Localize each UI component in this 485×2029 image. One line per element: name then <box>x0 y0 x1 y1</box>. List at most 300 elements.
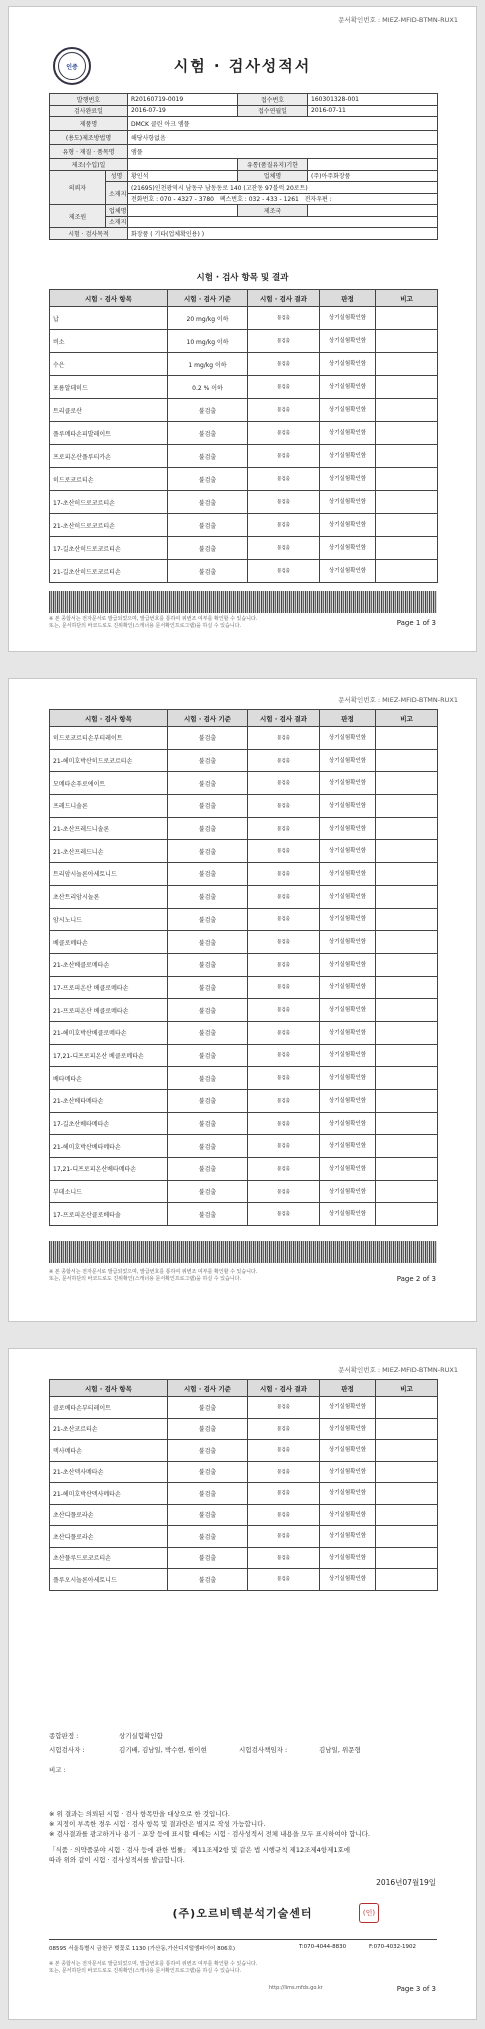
remark-cell <box>376 307 438 330</box>
item-cell: 암시노니드 <box>50 908 168 931</box>
result-cell: 불검출 <box>248 727 320 750</box>
receipt-date: 2016-07-11 <box>308 105 438 117</box>
notes <box>49 1809 449 1865</box>
result-cell: 불검출 <box>248 1569 320 1591</box>
judgement-cell: 상기실험확인함 <box>320 422 376 445</box>
result-cell: 불검출 <box>248 840 320 863</box>
result-cell: 불검출 <box>248 307 320 330</box>
done-date: 2016-07-19 <box>128 105 238 117</box>
judgement-cell: 상기실험확인함 <box>320 1090 376 1113</box>
receipt-no: 160301328-001 <box>308 94 438 106</box>
item-cell: 초산트리암시놀론 <box>50 885 168 908</box>
footer-note <box>49 616 257 630</box>
judgement-cell: 상기실험확인함 <box>320 976 376 999</box>
judgement-cell: 상기실험확인함 <box>320 468 376 491</box>
barcode <box>49 591 437 613</box>
judgement-cell: 상기실험확인함 <box>320 514 376 537</box>
result-cell: 불검출 <box>248 1526 320 1548</box>
requester-name: 황인석 <box>128 170 238 182</box>
table-row <box>50 330 438 353</box>
remark-cell <box>376 537 438 560</box>
item-cell: 21-초산덱사메타손 <box>50 1461 168 1483</box>
item-cell: 21-초산프레드니손 <box>50 840 168 863</box>
table-row <box>50 1504 438 1526</box>
table-row <box>50 560 438 583</box>
judgement-cell: 상기실험확인함 <box>320 817 376 840</box>
testers: 김기배, 김남일, 박수현, 원이현 <box>119 1746 207 1754</box>
result-cell: 불검출 <box>248 353 320 376</box>
judgement-cell: 상기실험확인함 <box>320 1067 376 1090</box>
table-row <box>50 422 438 445</box>
expiry-label: 유통(품질유지)기한 <box>238 159 308 171</box>
standard-cell: 불검출 <box>168 1180 248 1203</box>
remark-cell <box>376 976 438 999</box>
email-label: 전자우편 : <box>304 196 332 204</box>
table-header-row <box>50 1380 438 1397</box>
table-header-row <box>50 290 438 307</box>
result-cell: 불검출 <box>248 1044 320 1067</box>
standard-cell: 불검출 <box>168 1090 248 1113</box>
remark-cell <box>376 422 438 445</box>
remark-cell <box>376 1569 438 1591</box>
result-cell: 불검출 <box>248 1461 320 1483</box>
column-header: 시험 · 검사 기준 <box>168 290 248 307</box>
result-cell: 불검출 <box>248 795 320 818</box>
table-row <box>50 1526 438 1548</box>
remark-cell <box>376 1547 438 1569</box>
result-cell: 불검출 <box>248 1021 320 1044</box>
table-row <box>50 1067 438 1090</box>
item-cell: 프레드니솔론 <box>50 795 168 818</box>
table-row <box>50 953 438 976</box>
standard-cell: 불검출 <box>168 491 248 514</box>
table-row <box>50 931 438 954</box>
column-header: 시험 · 검사 기준 <box>168 1380 248 1397</box>
item-cell: 클로베타손부티레이트 <box>50 1397 168 1419</box>
footer-note-line-2: 또는, 문서하단의 바코드로도 진위확인(스캐너용 문서확인프로그램)을 하실 수 있습니다. <box>49 1968 242 1974</box>
result-cell: 불검출 <box>248 1180 320 1203</box>
remark-cell <box>376 840 438 863</box>
standard-cell: 1 mg/kg 이하 <box>168 353 248 376</box>
judgement-cell: 상기실험확인함 <box>320 1483 376 1505</box>
seal-icon: (인) <box>359 1903 379 1923</box>
standard-cell: 불검출 <box>168 1440 248 1462</box>
type-value: 앰플 <box>128 145 438 159</box>
result-cell: 불검출 <box>248 1547 320 1569</box>
doc-number: 문서확인번호 : MIEZ-MFID-BTMN-RUX1 <box>338 16 458 24</box>
table-row <box>50 817 438 840</box>
issue-date: 2016년07월19일 <box>376 1878 436 1887</box>
table-row <box>50 772 438 795</box>
table-row <box>50 749 438 772</box>
standard-cell: 불검출 <box>168 1158 248 1181</box>
table-row <box>50 537 438 560</box>
footer-note-line-2: 또는, 문서하단의 바코드로도 진위확인(스캐너용 문서확인프로그램)을 하실 수 있습니다. <box>49 1276 242 1282</box>
standard-cell: 불검출 <box>168 399 248 422</box>
table-row <box>50 491 438 514</box>
judgement-cell: 상기실험확인함 <box>320 445 376 468</box>
column-header: 비고 <box>376 710 438 727</box>
standard-cell: 불검출 <box>168 1044 248 1067</box>
column-header: 판정 <box>320 290 376 307</box>
footer-note <box>49 1961 257 1975</box>
column-header: 시험 · 검사 항목 <box>50 290 168 307</box>
judgement-cell: 상기실험확인함 <box>320 560 376 583</box>
table-row <box>50 999 438 1022</box>
item-cell: 트리암시놀론아세토니드 <box>50 863 168 886</box>
standard-cell: 불검출 <box>168 537 248 560</box>
standard-cell: 불검출 <box>168 1461 248 1483</box>
standard-cell: 불검출 <box>168 749 248 772</box>
judgement-cell: 상기실험확인함 <box>320 1203 376 1226</box>
result-cell: 불검출 <box>248 1203 320 1226</box>
standard-cell: 불검출 <box>168 840 248 863</box>
footer-address: 08595 서울특별시 금천구 벚꽃로 1130 (가산동,가산디지털엠파이어 806호) <box>49 1946 236 1952</box>
judgement-cell: 상기실험확인함 <box>320 749 376 772</box>
remark-cell <box>376 1112 438 1135</box>
judgement-cell: 상기실험확인함 <box>320 1504 376 1526</box>
remark-cell <box>376 468 438 491</box>
remark-cell <box>376 1135 438 1158</box>
judgement-cell: 상기실험확인함 <box>320 399 376 422</box>
footer-fax: F:070-4032-1902 <box>369 1944 417 1950</box>
result-cell: 불검출 <box>248 491 320 514</box>
table-row <box>50 514 438 537</box>
item-cell: 초산디플로라손 <box>50 1504 168 1526</box>
address-label: 소재지 <box>106 182 128 205</box>
receipt-date-label: 접수연월일 <box>238 105 308 117</box>
standard-cell: 불검출 <box>168 1547 248 1569</box>
results-table-page-2 <box>49 709 438 1226</box>
table-row <box>50 1203 438 1226</box>
item-cell: 17,21-디프로피온산베타메타손 <box>50 1158 168 1181</box>
type-label: 유형 · 재질 · 품목명 <box>50 145 128 159</box>
table-row <box>50 1461 438 1483</box>
judgement-cell: 상기실험확인함 <box>320 1397 376 1419</box>
manufacturer-label: 제조원 <box>50 205 106 228</box>
item-cell: 17-초산히드로코르티손 <box>50 491 168 514</box>
item-cell: 21-프로피온산 베클로메타손 <box>50 999 168 1022</box>
result-cell: 불검출 <box>248 376 320 399</box>
standard-cell: 불검출 <box>168 1021 248 1044</box>
remark-cell <box>376 491 438 514</box>
standard-cell: 불검출 <box>168 931 248 954</box>
results-table-page-1 <box>49 289 438 583</box>
item-cell: 초산플루드로코르티손 <box>50 1547 168 1569</box>
judgement-cell: 상기실험확인함 <box>320 1569 376 1591</box>
judgement-cell: 상기실험확인함 <box>320 885 376 908</box>
info-table <box>49 93 438 240</box>
table-row <box>50 885 438 908</box>
judgement-cell: 상기실험확인함 <box>320 931 376 954</box>
result-cell: 불검출 <box>248 1418 320 1440</box>
item-cell: 포름알데히드 <box>50 376 168 399</box>
judgement-cell: 상기실험확인함 <box>320 1461 376 1483</box>
standard-cell: 20 mg/kg 이하 <box>168 307 248 330</box>
standard-cell: 불검출 <box>168 1203 248 1226</box>
result-cell: 불검출 <box>248 445 320 468</box>
judgement-cell: 상기실험확인함 <box>320 1547 376 1569</box>
judgement-cell: 상기실험확인함 <box>320 1021 376 1044</box>
table-row <box>50 1090 438 1113</box>
standard-cell: 불검출 <box>168 795 248 818</box>
table-row <box>50 307 438 330</box>
remark-cell <box>376 1067 438 1090</box>
result-cell: 불검출 <box>248 1483 320 1505</box>
item-cell: 21-초산베클로메타손 <box>50 953 168 976</box>
m-no-label: 제조국 <box>238 205 308 217</box>
result-cell: 불검출 <box>248 330 320 353</box>
item-cell: 17-길초산베타메타손 <box>50 1112 168 1135</box>
item-cell: 21-헤미호박산덱사메타손 <box>50 1483 168 1505</box>
item-cell: 21-초산프레드니솔론 <box>50 817 168 840</box>
column-header: 시험 · 검사 결과 <box>248 290 320 307</box>
phone: 전화번호 : 070 - 4327 - 3780 <box>131 196 214 204</box>
remark-cell <box>376 1044 438 1067</box>
standard-cell: 불검출 <box>168 1418 248 1440</box>
item-cell: 히드로코르티손부티레이트 <box>50 727 168 750</box>
result-cell: 불검출 <box>248 1067 320 1090</box>
standard-cell: 불검출 <box>168 445 248 468</box>
organization-name: (주)오르비텍분석기술센터 <box>172 1907 313 1920</box>
column-header: 판정 <box>320 710 376 727</box>
remark-cell <box>376 817 438 840</box>
table-row <box>50 399 438 422</box>
result-cell: 불검출 <box>248 749 320 772</box>
item-cell: 17,21-디프로피온산 베클로메타손 <box>50 1044 168 1067</box>
doc-number: 문서확인번호 : MIEZ-MFID-BTMN-RUX1 <box>338 1366 458 1374</box>
remark-cell <box>376 931 438 954</box>
remark-cell <box>376 1158 438 1181</box>
column-header: 시험 · 검사 기준 <box>168 710 248 727</box>
m-address <box>128 216 438 228</box>
remark-cell <box>376 1021 438 1044</box>
standard-cell: 불검출 <box>168 817 248 840</box>
stamp-text: 인증 <box>58 52 86 80</box>
item-cell: 21-초산코르티손 <box>50 1418 168 1440</box>
table-row <box>50 908 438 931</box>
remark-cell <box>376 772 438 795</box>
remark-cell <box>376 953 438 976</box>
judgement-cell: 상기실험확인함 <box>320 795 376 818</box>
item-cell: 21-초산베타메타손 <box>50 1090 168 1113</box>
overall-label: 종합판정 : <box>49 1732 79 1740</box>
result-cell: 불검출 <box>248 772 320 795</box>
remark-cell <box>376 399 438 422</box>
column-header: 비고 <box>376 1380 438 1397</box>
footer-note-line-2: 또는, 문서하단의 바코드로도 진위확인(스캐너용 문서확인프로그램)을 하실 수 있습니다. <box>49 623 242 629</box>
issue-no-label: 발행번호 <box>50 94 128 106</box>
m-address-label: 소재지 <box>106 216 128 228</box>
doc-number: 문서확인번호 : MIEZ-MFID-BTMN-RUX1 <box>338 696 458 704</box>
table-row <box>50 1418 438 1440</box>
footer-tel: T:070-4044-8830 <box>299 1944 347 1950</box>
result-cell: 불검출 <box>248 817 320 840</box>
remark-cell <box>376 1526 438 1548</box>
item-cell: 17-프로피온산클로베타솔 <box>50 1203 168 1226</box>
fax: 팩스번호 : 032 - 433 - 1261 <box>219 196 299 204</box>
page-label: Page 2 of 3 <box>396 1275 436 1283</box>
footer-note-line-1: ※ 본 종합서는 전자문서로 발급되었으며, 발급번호를 통하여 위변조 여부를 확인할 수 있습니다. <box>49 616 258 622</box>
judgement-cell: 상기실험확인함 <box>320 863 376 886</box>
standard-cell: 0.2 % 이하 <box>168 376 248 399</box>
expiry <box>308 159 438 171</box>
result-cell: 불검출 <box>248 537 320 560</box>
standard-cell: 불검출 <box>168 1135 248 1158</box>
table-row <box>50 1397 438 1419</box>
result-cell: 불검출 <box>248 1112 320 1135</box>
item-cell: 플루메타손피발레이트 <box>50 422 168 445</box>
judgement-cell: 상기실험확인함 <box>320 1044 376 1067</box>
remark-cell <box>376 1180 438 1203</box>
barcode <box>49 1241 437 1263</box>
results-table-page-3 <box>49 1379 438 1591</box>
result-cell: 불검출 <box>248 1090 320 1113</box>
result-cell: 불검출 <box>248 1158 320 1181</box>
standard-cell: 불검출 <box>168 908 248 931</box>
m-no <box>308 205 438 217</box>
item-cell: 수은 <box>50 353 168 376</box>
note-4: 「식품 · 의약품분야 시험 · 검사 등에 관한 법률」 제11조제2항 및 같은 법 시행규칙 제12조제4항제1호에 <box>49 1846 351 1854</box>
remark-cell <box>376 1483 438 1505</box>
item-cell: 21-헤미호박산베타메타손 <box>50 1135 168 1158</box>
company-name: (주)아주화장품 <box>308 170 438 182</box>
note-1: ※ 위 결과는 의뢰된 시험 · 검사 항목만을 대상으로 한 것입니다. <box>49 1810 230 1818</box>
judgement-cell: 상기실험확인함 <box>320 353 376 376</box>
result-cell: 불검출 <box>248 1135 320 1158</box>
issue-no: R20160719-0019 <box>128 94 238 106</box>
column-header: 비고 <box>376 290 438 307</box>
judgement-cell: 상기실험확인함 <box>320 491 376 514</box>
result-cell: 불검출 <box>248 399 320 422</box>
company-label: 업체명 <box>238 170 308 182</box>
table-row <box>50 727 438 750</box>
standard-cell: 불검출 <box>168 1483 248 1505</box>
remark-cell <box>376 1203 438 1226</box>
tester-label: 시험검사자 : <box>49 1746 85 1754</box>
judgement-cell: 상기실험확인함 <box>320 1135 376 1158</box>
remark-cell <box>376 330 438 353</box>
result-cell: 불검출 <box>248 560 320 583</box>
sample-label: (용도)제조방법명 <box>50 131 128 145</box>
maker-date-label: 제조(수입)일 <box>50 159 128 171</box>
item-cell: 17-프로피온산 베클로메타손 <box>50 976 168 999</box>
standard-cell: 불검출 <box>168 953 248 976</box>
result-cell: 불검출 <box>248 468 320 491</box>
column-header: 판정 <box>320 1380 376 1397</box>
item-cell: 히드로코르티손 <box>50 468 168 491</box>
product-label: 제품명 <box>50 117 128 131</box>
maker-date <box>128 159 238 171</box>
address: (21695)인천광역시 남동구 남동동로 140 (고잔동 97블럭 20로트) <box>128 182 438 194</box>
remark-cell <box>376 445 438 468</box>
judgement-cell: 상기실험확인함 <box>320 307 376 330</box>
sample-value: 해당사항없음 <box>128 131 438 145</box>
table-row <box>50 1158 438 1181</box>
item-cell: 납 <box>50 307 168 330</box>
page-3 <box>8 1348 477 2020</box>
item-cell: 21-헤미호박산히드로코르티손 <box>50 749 168 772</box>
product-name: DMCK 클린 아크 앰플 <box>128 117 438 131</box>
standard-cell: 불검출 <box>168 1397 248 1419</box>
footer-note-line-1: ※ 본 종합서는 전자문서로 발급되었으며, 발급번호를 통하여 위변조 여부를 확인할 수 있습니다. <box>49 1961 258 1967</box>
remark-cell <box>376 353 438 376</box>
page-2 <box>8 678 477 1322</box>
purpose-label: 시험 · 검사목적 <box>50 228 128 240</box>
table-row <box>50 1569 438 1591</box>
standard-cell: 불검출 <box>168 1112 248 1135</box>
table-row <box>50 445 438 468</box>
item-cell: 17-길초산히드로코르티손 <box>50 537 168 560</box>
standard-cell: 불검출 <box>168 422 248 445</box>
result-cell: 불검출 <box>248 999 320 1022</box>
judgement-cell: 상기실험확인함 <box>320 1180 376 1203</box>
item-cell: 모메타손푸로에이트 <box>50 772 168 795</box>
remark-cell <box>376 727 438 750</box>
standard-cell: 불검출 <box>168 1569 248 1591</box>
table-row <box>50 1440 438 1462</box>
judgement-cell: 상기실험확인함 <box>320 908 376 931</box>
standard-cell: 불검출 <box>168 468 248 491</box>
remark-cell <box>376 560 438 583</box>
item-cell: 21-초산히드로코르티손 <box>50 514 168 537</box>
table-row <box>50 1547 438 1569</box>
item-cell: 덱사메타손 <box>50 1440 168 1462</box>
judgement-cell: 상기실험확인함 <box>320 727 376 750</box>
table-row <box>50 353 438 376</box>
footer-note-line-1: ※ 본 종합서는 전자문서로 발급되었으며, 발급번호를 통하여 위변조 여부를 확인할 수 있습니다. <box>49 1269 258 1275</box>
result-cell: 불검출 <box>248 931 320 954</box>
name-label: 성명 <box>106 170 128 182</box>
standard-cell: 불검출 <box>168 863 248 886</box>
judgement-cell: 상기실험확인함 <box>320 1158 376 1181</box>
item-cell: 플루오시놀론아세토니드 <box>50 1569 168 1591</box>
column-header: 시험 · 검사 결과 <box>248 710 320 727</box>
item-cell: 21-길초산히드로코르티손 <box>50 560 168 583</box>
judgement-cell: 상기실험확인함 <box>320 953 376 976</box>
item-cell: 베클로메타손 <box>50 931 168 954</box>
standard-cell: 10 mg/kg 이하 <box>168 330 248 353</box>
judgement-cell: 상기실험확인함 <box>320 1112 376 1135</box>
standard-cell: 불검출 <box>168 1067 248 1090</box>
footer-url: http://lims.mfds.go.kr <box>269 1985 323 1991</box>
approvers: 김남일, 위문형 <box>319 1746 361 1754</box>
judgement-cell: 상기실험확인함 <box>320 1418 376 1440</box>
standard-cell: 불검출 <box>168 772 248 795</box>
item-cell: 부데소니드 <box>50 1180 168 1203</box>
requester-label: 의뢰자 <box>50 170 106 205</box>
table-row <box>50 1021 438 1044</box>
footer-address-line <box>49 1939 437 1952</box>
footer-note <box>49 1269 257 1283</box>
item-cell: 프로피온산플루티카손 <box>50 445 168 468</box>
judgement-cell: 상기실험확인함 <box>320 330 376 353</box>
result-cell: 불검출 <box>248 976 320 999</box>
m-company <box>128 205 238 217</box>
remark-cell <box>376 1461 438 1483</box>
standard-cell: 불검출 <box>168 514 248 537</box>
contact-row <box>128 193 438 205</box>
standard-cell: 불검출 <box>168 885 248 908</box>
judgement-cell: 상기실험확인함 <box>320 1440 376 1462</box>
remark-cell <box>376 1397 438 1419</box>
results-title: 시험 · 검사 항목 및 결과 <box>196 273 289 283</box>
table-row <box>50 976 438 999</box>
item-cell: 트리클로산 <box>50 399 168 422</box>
note-2: ※ 지정이 부족한 경우 시험 · 검사 항목 및 결과란은 별지로 작성 가능합니다. <box>49 1820 266 1828</box>
page-label: Page 3 of 3 <box>396 1985 436 1993</box>
remark-cell <box>376 749 438 772</box>
